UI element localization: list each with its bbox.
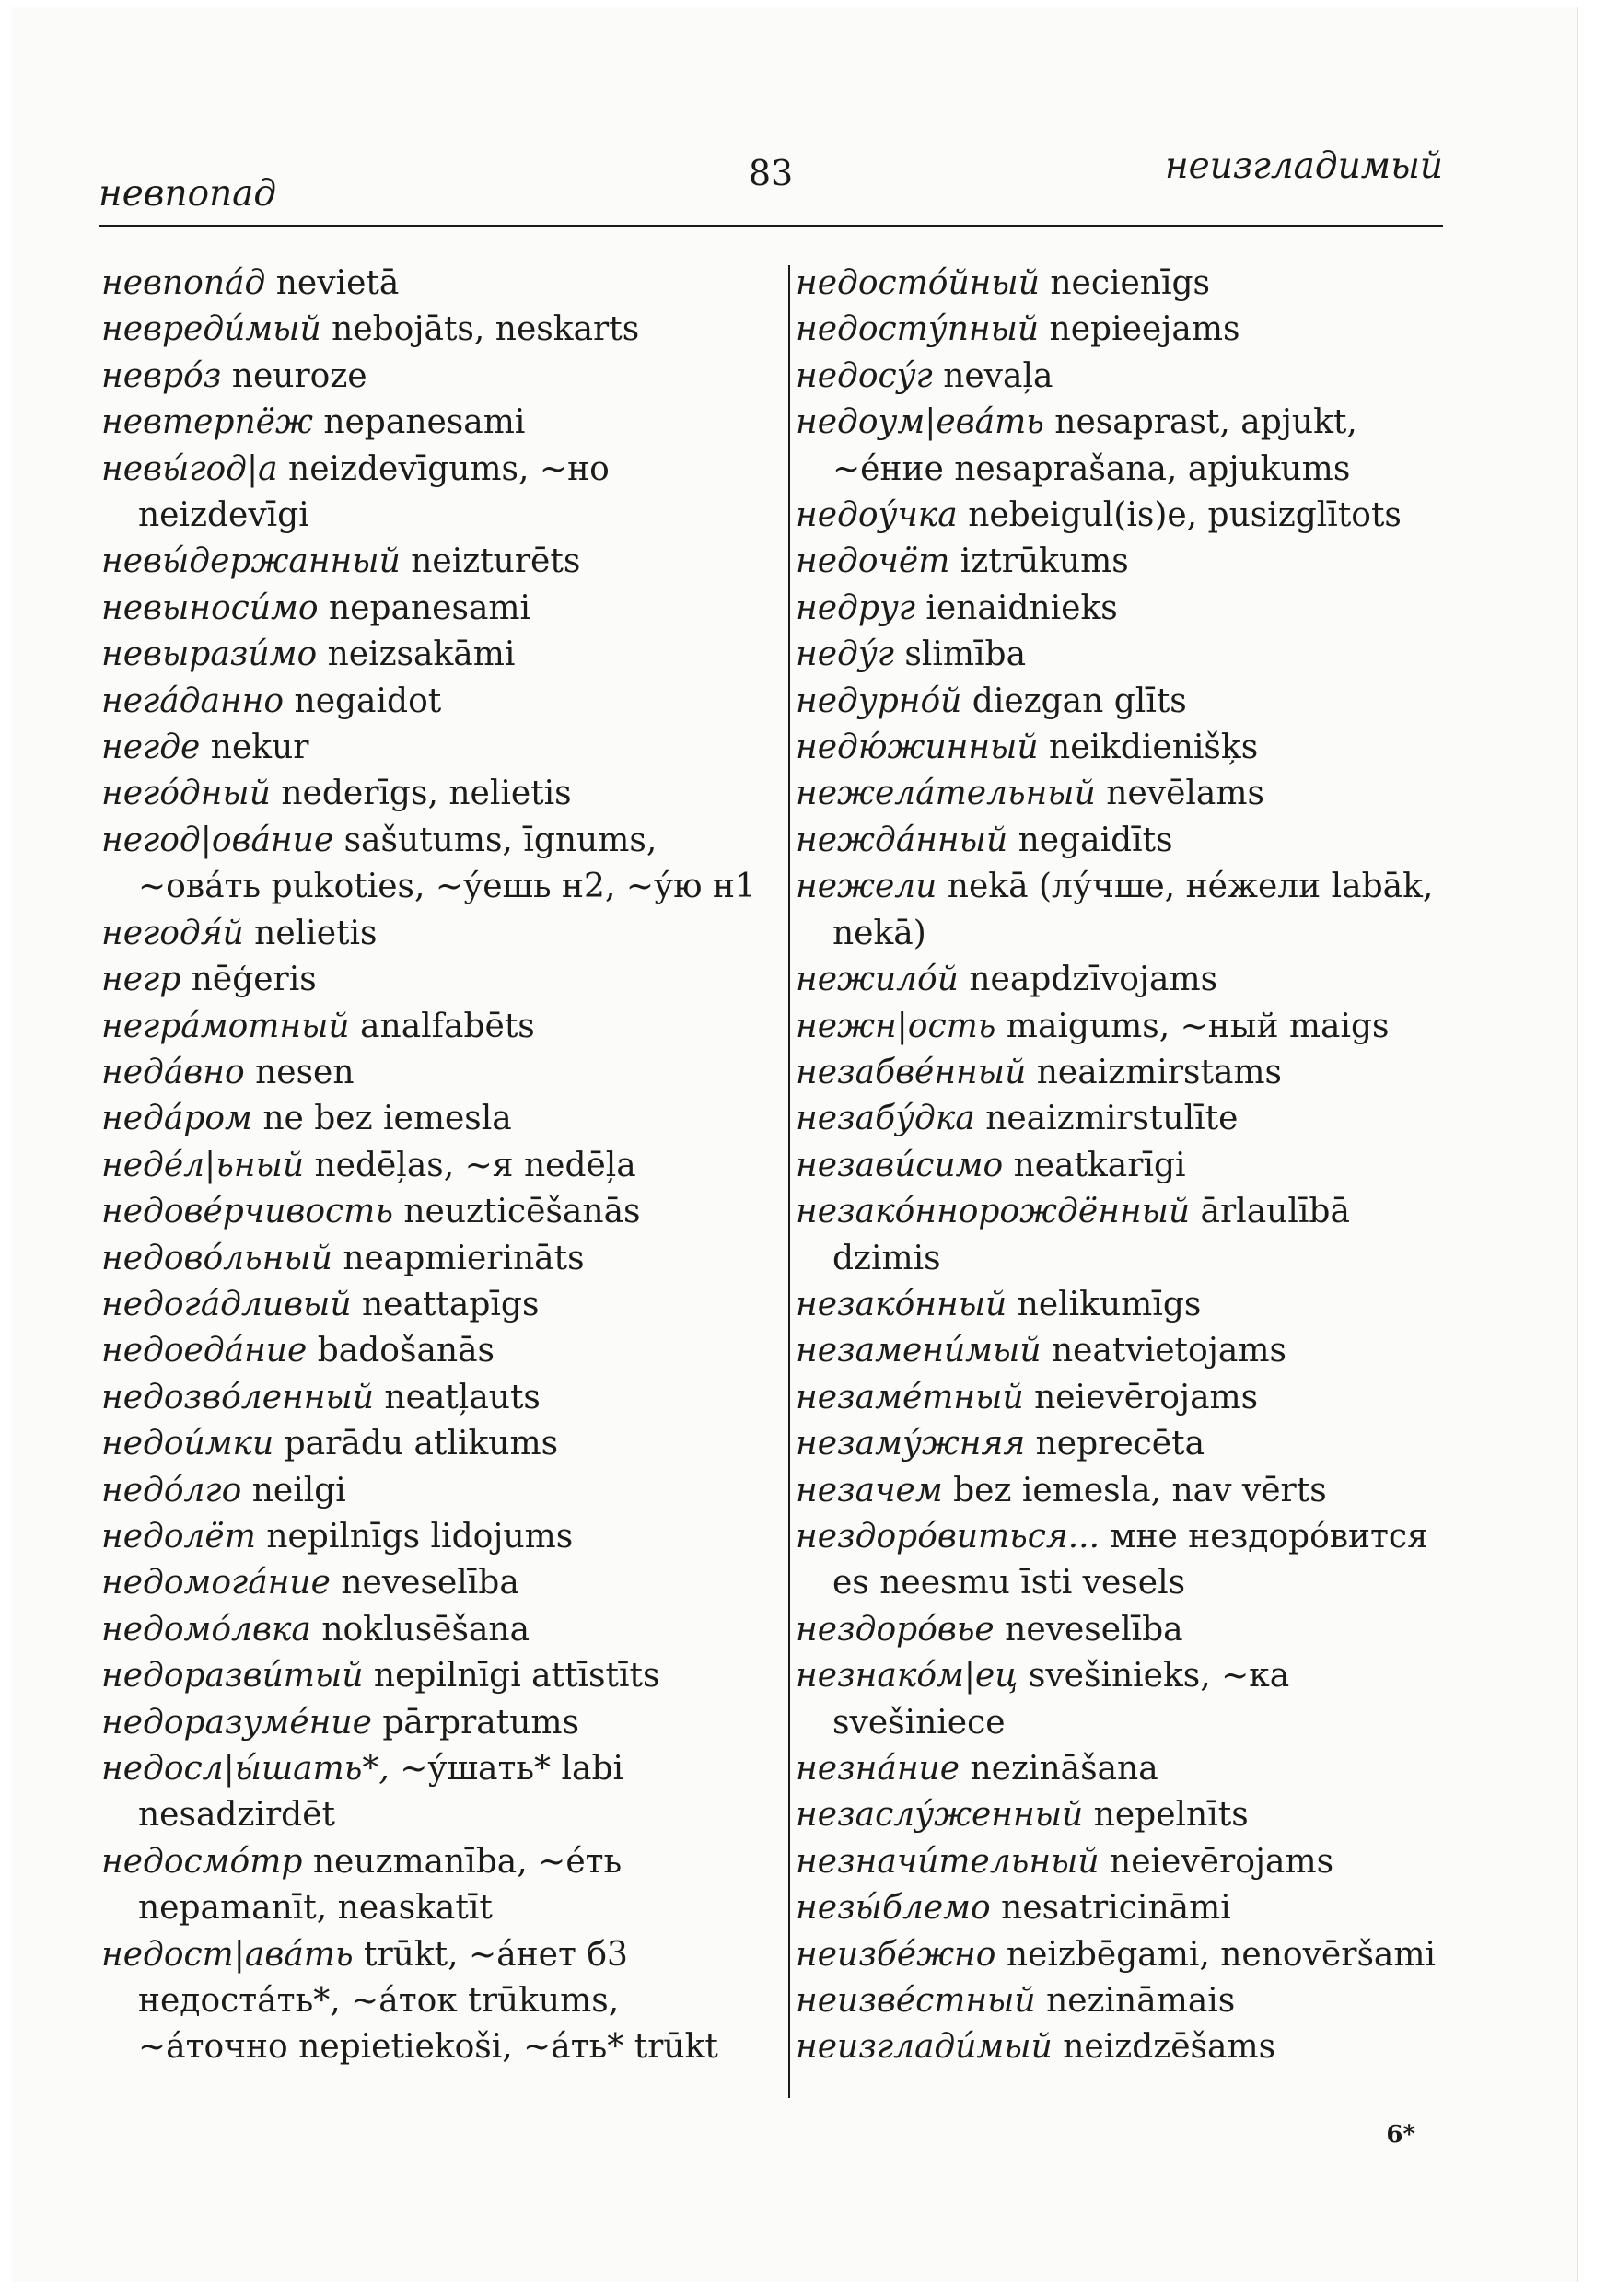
dictionary-entry: недочёт iztrūkums — [796, 542, 1129, 581]
dictionary-entry: невпопа́д nevietā — [101, 264, 400, 302]
dictionary-entry: негр nēģeris — [101, 961, 317, 999]
dictionary-entry: недолёт nepilnīgs lidojums — [101, 1517, 574, 1556]
column-divider — [788, 265, 790, 2098]
dictionary-entry: негод|ова́ние sašutums, īgnums, ~ова́ть pukoties, ~у́ешь н2, ~у́ю н1 — [101, 821, 756, 906]
dictionary-entry: незави́симо neatkarīgi — [796, 1146, 1186, 1184]
dictionary-entry: нежило́й neapdzīvojams — [796, 961, 1218, 999]
dictionary-entry: невыноси́мо nepanesami — [101, 589, 531, 627]
dictionary-entry: недои́мки parādu atlikums — [101, 1425, 559, 1463]
dictionary-entry: невырази́мо neizsakāmi — [101, 635, 516, 674]
dictionary-entry: невы́год|а neizdevīgums, ~но neizdevīgi — [101, 449, 610, 535]
dictionary-entry: нездоро́вье neveselība — [796, 1610, 1183, 1649]
dictionary-entry: недо́лго neilgi — [101, 1471, 346, 1509]
dictionary-entry: невро́з neuroze — [101, 356, 367, 395]
dictionary-entry: недост|ава́ть trūkt, ~а́нет б3 недоста́ть*, ~а́ток trūkums, ~а́точно nepietiekoši, ~а́ть* trūkt — [101, 1935, 718, 2067]
dictionary-entry: недосл|ы́шать*, ~у́шать* labi nesadzirdēt — [101, 1750, 624, 1835]
dictionary-entry: незако́ннорождённый ārlaulībā dzimis — [796, 1193, 1350, 1277]
dictionary-entry: неда́вно nesen — [101, 1053, 355, 1091]
page-number: 83 — [748, 153, 794, 193]
dictionary-entry: нега́данно negaidot — [101, 682, 442, 720]
dictionary-entry: неду́г slimība — [796, 635, 1027, 674]
dictionary-entry: недога́дливый neattapīgs — [101, 1285, 540, 1323]
dictionary-page — [11, 7, 1578, 2282]
dictionary-entry: недомога́ние neveselība — [101, 1564, 519, 1603]
dictionary-entry: незабу́дка neaizmirstulīte — [796, 1100, 1239, 1138]
dictionary-entry: неда́ром ne bez iemesla — [101, 1100, 512, 1138]
dictionary-entry: незнако́м|ец svešinieks, ~ка svešiniece — [796, 1657, 1290, 1742]
header-right-guideword: неизгладимый — [1164, 146, 1443, 187]
dictionary-entry: нежела́тельный nevēlams — [796, 775, 1264, 813]
dictionary-entry: неизбе́жно neizbēgami, nenovēršami — [796, 1935, 1437, 1974]
dictionary-entry: неизве́стный nezināmais — [796, 1982, 1236, 2021]
dictionary-entry: незабве́нный neaizmirstams — [796, 1053, 1283, 1091]
dictionary-entry: недосто́йный necienīgs — [796, 264, 1211, 302]
dictionary-entry: недосу́г nevaļa — [796, 356, 1053, 395]
dictionary-entry: негде nekur — [101, 728, 309, 767]
dictionary-entry: негодя́й nelietis — [101, 914, 378, 952]
dictionary-entry: нежели nekā (лу́чше, не́жели labāk, nekā) — [796, 868, 1434, 952]
dictionary-entry: нежн|ость maigums, ~ный maigs — [796, 1007, 1390, 1045]
dictionary-entry: неизглади́мый neizdzēšams — [796, 2028, 1276, 2067]
left-column — [101, 261, 772, 2071]
dictionary-entry: невы́держанный neizturēts — [101, 542, 581, 581]
dictionary-entry: недруг ienaidnieks — [796, 589, 1118, 627]
dictionary-entry: незы́блемо nesatricināmi — [796, 1889, 1231, 1928]
dictionary-entry: незаму́жняя neprecēta — [796, 1425, 1205, 1463]
dictionary-entry: незачем bez iemesla, nav vērts — [796, 1471, 1327, 1509]
dictionary-entry: незаслу́женный nepelnīts — [796, 1796, 1249, 1835]
dictionary-entry: недю́жинный neikdienišķs — [796, 728, 1259, 767]
dictionary-entry: недово́льный neapmierināts — [101, 1239, 585, 1277]
dictionary-entry: неде́л|ьный nedēļas, ~я nedēļa — [101, 1146, 636, 1184]
header-left-guideword: невпопад — [99, 173, 277, 215]
signature-mark: 6* — [1386, 2121, 1415, 2149]
dictionary-entry: недосмо́тр neuzmanība, ~е́ть nepamanīt, neaskatīt — [101, 1842, 623, 1928]
dictionary-entry: нежда́нный negaidīts — [796, 821, 1173, 859]
dictionary-entry: незамени́мый neatvietojams — [796, 1332, 1286, 1370]
dictionary-entry: незна́ние nezināšana — [796, 1750, 1158, 1788]
dictionary-entry: незаме́тный neievērojams — [796, 1378, 1259, 1416]
dictionary-entry: недоум|ева́ть nesaprast, apjukt, ~е́ние nesaprašana, apjukums — [796, 403, 1357, 488]
dictionary-entry: нездоро́виться... мне нездоро́вится es neesmu īsti vesels — [796, 1517, 1428, 1603]
dictionary-entry: недоразви́тый nepilnīgi attīstīts — [101, 1657, 660, 1696]
dictionary-entry: невреди́мый nebojāts, neskarts — [101, 310, 640, 349]
dictionary-entry: недосту́пный nepieejams — [796, 310, 1240, 349]
dictionary-entry: негра́мотный analfabēts — [101, 1007, 535, 1045]
header-rule — [99, 225, 1443, 227]
dictionary-entry: него́дный nederīgs, nelietis — [101, 775, 572, 813]
dictionary-entry: недозво́ленный neatļauts — [101, 1378, 541, 1416]
dictionary-entry: недове́рчивость neuzticēšanās — [101, 1193, 641, 1231]
right-column — [796, 261, 1440, 2071]
page-header — [99, 146, 1443, 228]
dictionary-entry: незначи́тельный neievērojams — [796, 1842, 1334, 1881]
dictionary-entry: недурно́й diezgan glīts — [796, 682, 1187, 720]
dictionary-entry: недомо́лвка noklusēšana — [101, 1610, 530, 1649]
dictionary-entry: недоу́чка nebeigul(is)e, pusizglītots — [796, 496, 1402, 535]
dictionary-entry: недоразуме́ние pārpratums — [101, 1703, 580, 1742]
dictionary-entry: недоеда́ние badošanās — [101, 1332, 495, 1370]
dictionary-entry: невтерпёж nepanesami — [101, 403, 526, 442]
dictionary-entry: незако́нный nelikumīgs — [796, 1285, 1202, 1323]
